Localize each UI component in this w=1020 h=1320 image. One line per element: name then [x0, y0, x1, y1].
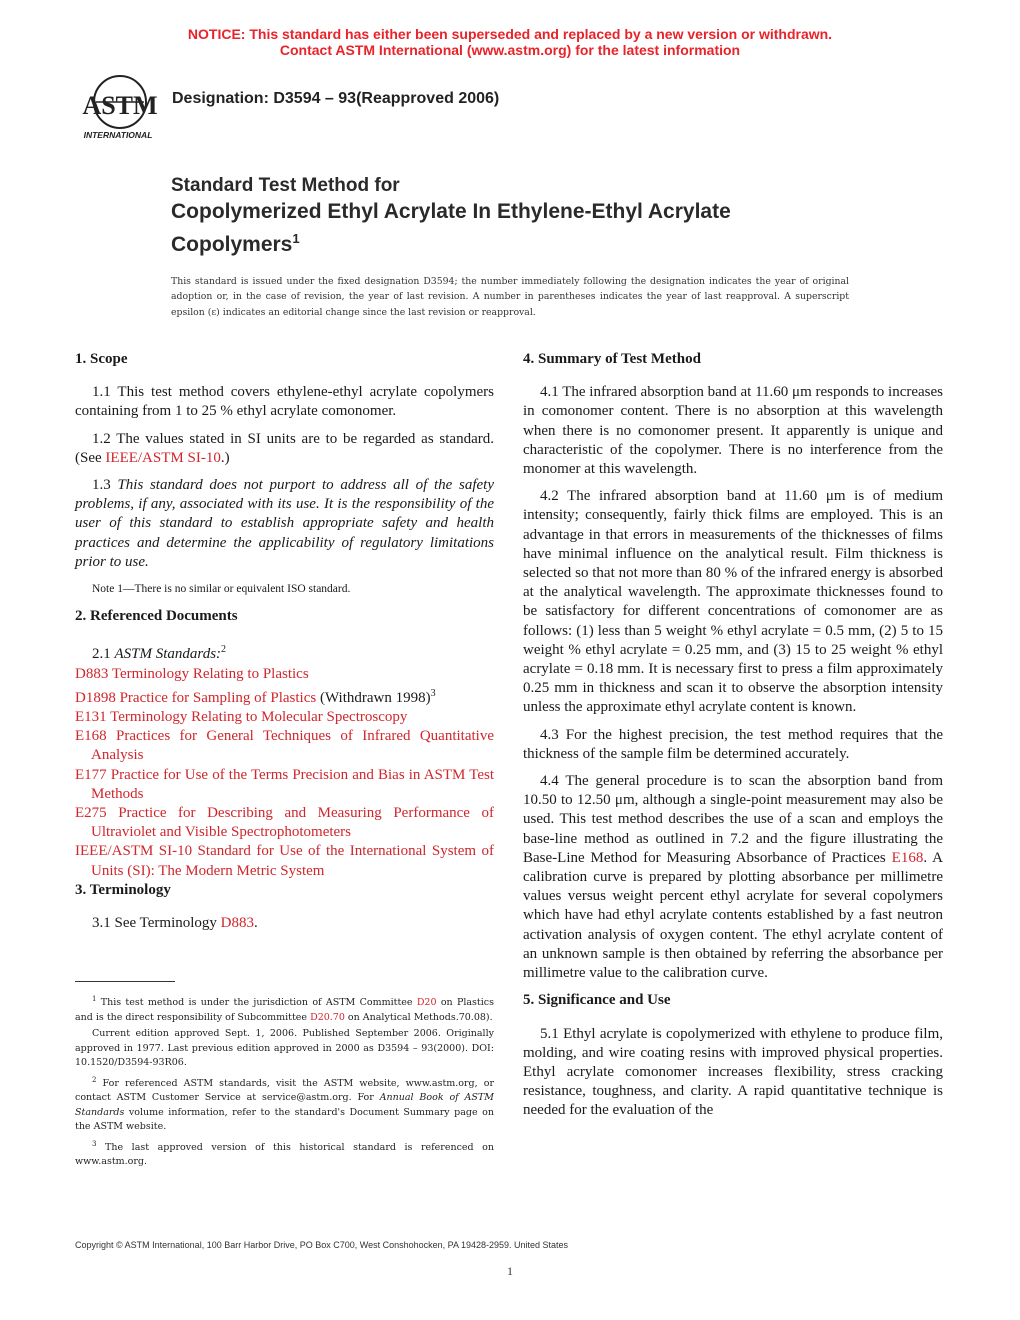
- fn2-marker: 2: [92, 1075, 97, 1084]
- footnote-3: [75, 1137, 494, 1170]
- p31-text: 3.1 See Terminology: [92, 915, 221, 932]
- notice-line-1: NOTICE: This standard has either been superseded and replaced by a new version or withdrawn.: [187, 26, 833, 42]
- fn3-marker: 3: [92, 1139, 97, 1148]
- ref-title[interactable]: Practice for Describing and Measuring Performance of Ultraviolet and Visible Spectrophotometers: [91, 805, 494, 841]
- fn3-text: The last approved version of this historical standard is referenced on www.astm.org.: [75, 1141, 494, 1168]
- p12-end: .): [220, 449, 230, 466]
- ref-code[interactable]: E275: [75, 805, 107, 822]
- link-e168[interactable]: E168: [891, 849, 924, 866]
- ref-e131[interactable]: [75, 708, 494, 727]
- ref-title[interactable]: Practice for Sampling of Plastics: [115, 689, 317, 706]
- ref-extra: (Withdrawn 1998): [316, 689, 431, 706]
- ref-d883[interactable]: [75, 665, 494, 684]
- paragraph-1-2: [75, 430, 494, 468]
- ref-e177[interactable]: [75, 766, 494, 804]
- left-column: [75, 350, 494, 941]
- ref-fn[interactable]: 3: [430, 687, 436, 699]
- p44-end: . A calibration curve is prepared by plotting absorbance per millimetre values versus weight percent ethyl acrylate for several copolymers which have had ethyl acrylate contents established by a fast neutron activation analysis of oxygen content. The ethyl acrylate content of an unknown sample is then obtained by referring the absorbance per millimetre value to the calibration curve.: [523, 849, 943, 982]
- ref-code[interactable]: D1898: [75, 689, 116, 706]
- ref-title[interactable]: Terminology Relating to Plastics: [108, 665, 309, 682]
- paragraph-4-1: 4.1 The infrared absorption band at 11.60 μm responds to increases in comonomer content. There is no absorption at this wavelength when there is no comonomer present. It apparently is unique and characteristic of the copolymer. There is no interference from the monomer at this wavelength.: [523, 384, 943, 478]
- fn1-mid: on Plastics and is the direct responsibility of Subcommittee: [75, 997, 494, 1023]
- paragraph-2-1: [75, 640, 494, 664]
- ref-e275[interactable]: [75, 804, 494, 842]
- p31-end: .: [254, 915, 258, 932]
- p13-text: This standard does not purport to address all of the safety problems, if any, associated with its use. It is the responsibility of the user of this standard to establish appropriate safety and health practices and determine the applicability of regulatory limitations prior to use.: [75, 477, 495, 570]
- section-heading-terminology: 3. Terminology: [75, 881, 171, 898]
- paragraph-1-3: [75, 476, 494, 572]
- link-d20-70[interactable]: D20.70: [310, 1011, 345, 1023]
- ref-code[interactable]: E131: [75, 709, 107, 726]
- paragraph-4-3: 4.3 For the highest precision, the test method requires that the thickness of the sample film be determined accurately.: [523, 726, 943, 762]
- fn1-marker: 1: [92, 995, 97, 1003]
- ref-code[interactable]: E168: [75, 728, 107, 745]
- title-line-1: Standard Test Method for: [171, 175, 400, 196]
- paragraph-5-1: 5.1 Ethyl acrylate is copolymerized with ethylene to produce film, molding, and wire coating resins with improved physical properties. Ethyl acrylate comonomer increases flexibility, stress cracking resistance, toughness, and clarity. A rapid quantitative technique is needed for the evaluation of the: [523, 1025, 943, 1119]
- p21-text: ASTM Standards:: [114, 646, 222, 663]
- section-heading-referenced-documents: 2. Referenced Documents: [75, 608, 238, 625]
- title-line-3: [171, 225, 731, 258]
- withdrawal-notice: [0, 26, 1020, 58]
- page-number: 1: [507, 1264, 513, 1278]
- footnote-1b: Current edition approved Sept. 1, 2006. Published September 2006. Originally approved in 1977. Last previous edition approved in 2000 as D3594 – 93(2000). DOI: 10.1520/D3594-93R06.: [75, 1028, 494, 1069]
- paragraph-4-2: 4.2 The infrared absorption band at 11.60 μm is of medium intensity; consequently, fairly thick films are employed. This is an advantage in that errors in measurements of the thicknesses of films have minimal influence on the analytical result. Film thickness is selected so that not more than 80 % of the infrared energy is absorbed at the analytical wavelength. The approximate thicknesses found to be satisfactory for different concentrations of comonomer are as follows: (1) less than 5 weight % ethyl acrylate = 0.5 mm, (2) 5 to 15 weight % ethyl acrylate = 0.25 mm, and (3) 15 to 25 weight % ethyl acrylate = 0.18 mm. It is necessary first to press a film approximately 0.25 mm in thickness and scan it to observe the absorption intensity unless the approximate ethyl acrylate content is known.: [523, 488, 943, 716]
- paragraph-4-4: [523, 772, 943, 983]
- p21-num: 2.1: [92, 646, 115, 663]
- right-column: [523, 350, 943, 1129]
- fn1-post: on Analytical Methods.70.08).: [344, 1011, 493, 1023]
- footnote-divider: [75, 981, 175, 982]
- issued-note: This standard is issued under the fixed designation D3594; the number immediately following the designation indicates the year of original adoption or, in the case of revision, the year of last revision. A number in parentheses indicates the year of last reapproval. A superscript epsilon (ε) indicates an editorial change since the last revision or reapproval.: [171, 276, 849, 318]
- p21-fn[interactable]: 2: [221, 644, 227, 656]
- section-heading-scope: 1. Scope: [75, 351, 128, 367]
- p44-text: 4.4 The general procedure is to scan the absorption band from 10.50 to 12.50 μm, although a single-point measurement may also be used. This test method describes the use of a scan and employs the base-line method as outlined in 7.2 and the figure illustrating the Base-Line Method for Measuring Absorbance of Practices: [523, 773, 943, 866]
- notice-line-2: Contact ASTM International (www.astm.org) for the latest information: [279, 42, 741, 58]
- paragraph-1-1: 1.1 This test method covers ethylene-ethyl acrylate copolymers containing from 1 to 25 % ethyl acrylate comonomer.: [75, 384, 494, 420]
- paragraph-3-1: [75, 914, 494, 933]
- fn2-ital: Annual Book of ASTM Standards: [75, 1092, 494, 1118]
- link-d883[interactable]: D883: [220, 915, 255, 932]
- section-heading-summary: 4. Summary of Test Method: [523, 351, 701, 367]
- title-line-2: Copolymerized Ethyl Acrylate In Ethylene-Ethyl Acrylate: [171, 200, 731, 223]
- section-heading-significance: 5. Significance and Use: [523, 992, 671, 1009]
- logo-subtext: INTERNATIONAL: [83, 130, 153, 140]
- standard-title: [171, 174, 731, 258]
- fn1-pre: This test method is under the jurisdiction of ASTM Committee: [96, 997, 417, 1009]
- ref-title[interactable]: Practices for General Techniques of Infrared Quantitative Analysis: [91, 728, 494, 764]
- p13-num: 1.3: [92, 477, 118, 494]
- note-1: Note 1—There is no similar or equivalent ISO standard.: [92, 583, 351, 596]
- link-ieee-si10[interactable]: IEEE/ASTM SI-10: [105, 449, 221, 466]
- ref-title[interactable]: Terminology Relating to Molecular Spectroscopy: [106, 709, 408, 726]
- title-footnote-marker[interactable]: 1: [292, 231, 300, 246]
- footnote-2: [75, 1073, 494, 1135]
- footnote-1: [75, 992, 494, 1025]
- ref-title[interactable]: Standard for Use of the International System of Units (SI): The Modern Metric System: [91, 843, 494, 879]
- ref-e168[interactable]: [75, 727, 494, 765]
- link-d20[interactable]: D20: [416, 997, 437, 1009]
- ref-code[interactable]: IEEE/ASTM SI-10: [75, 843, 193, 860]
- fn2-post: volume information, refer to the standard's Document Summary page on the ASTM website.: [75, 1106, 494, 1133]
- designation: Designation: D3594 – 93(Reapproved 2006): [172, 90, 500, 107]
- ref-d1898[interactable]: [75, 684, 494, 708]
- astm-logo-icon: [76, 72, 160, 142]
- logo-text: ASTM: [82, 91, 158, 120]
- ref-code[interactable]: D883: [75, 665, 109, 682]
- ref-code[interactable]: E177: [75, 766, 107, 783]
- fn2-pre: For referenced ASTM standards, visit the ASTM website, www.astm.org, or contact ASTM Customer Service at service@astm.org. For: [75, 1077, 494, 1104]
- copyright-line: Copyright © ASTM International, 100 Barr Harbor Drive, PO Box C700, West Conshohocken, PA 19428-2959. United States: [75, 1240, 569, 1250]
- ref-title[interactable]: Practice for Use of the Terms Precision and Bias in ASTM Test Methods: [91, 766, 494, 802]
- ref-ieee-si10[interactable]: [75, 842, 494, 880]
- footnotes: [75, 992, 494, 1172]
- title-line-3-text: Copolymers: [171, 233, 293, 256]
- p12-text: 1.2 The values stated in SI units are to be regarded as standard. (See: [75, 430, 494, 466]
